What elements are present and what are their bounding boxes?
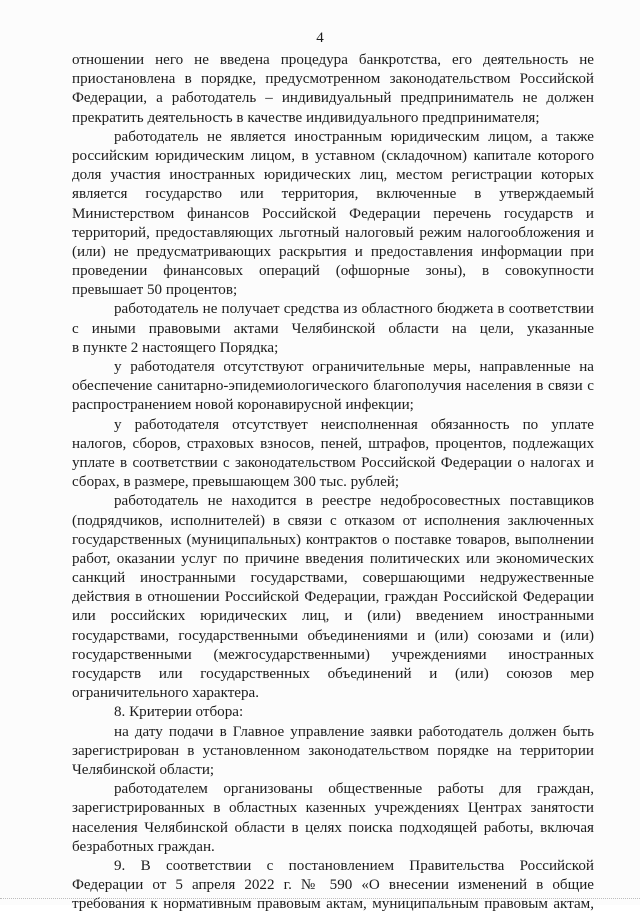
text-line: распространением новой коронавирусной инфекции; bbox=[72, 397, 414, 414]
scan-edge-divider bbox=[0, 898, 640, 900]
text-line: (или) не предусматривающих раскрытия и предоставления информации при bbox=[72, 243, 594, 260]
text-line: зарегистрированных в областных казенных учреждениях Центрах занятости bbox=[72, 800, 594, 817]
text-line: Челябинской области; bbox=[72, 761, 215, 778]
text-line: обеспечение санитарно-эпидемиологического благополучия населения в связи с bbox=[72, 378, 594, 395]
text-line: (подрядчиков, исполнителей) в связи с отказом от исполнения заключенных bbox=[72, 512, 594, 529]
text-line: у работодателя отсутствует неисполненная обязанность по уплате bbox=[114, 416, 594, 433]
text-line: налогов, сборов, страховых взносов, пеней, штрафов, процентов, подлежащих bbox=[72, 435, 594, 452]
text-line: работодателем организованы общественные работы для граждан, bbox=[114, 781, 594, 798]
text-line: Федерации, а работодатель – индивидуальный предприниматель не должен bbox=[72, 90, 594, 107]
text-line: требования к нормативным правовым актам, муниципальным правовым актам, bbox=[72, 896, 594, 913]
text-line: зарегистрирован в установленном законодательством порядке на территории bbox=[72, 742, 594, 759]
section-heading: 8. Критерии отбора: bbox=[114, 704, 244, 721]
text-line: населения Челябинской области в целях поиска подходящей работы, включая bbox=[72, 819, 594, 836]
text-line: государственными (межгосударственными) учреждениями иностранных bbox=[72, 646, 594, 663]
text-line: в пункте 2 настоящего Порядка; bbox=[72, 339, 279, 356]
text-line: Федерации от 5 апреля 2022 г. № 590 «О внесении изменений в общие bbox=[72, 877, 594, 894]
text-line: доля участия иностранных юридических лиц, местом регистрации которых bbox=[72, 167, 594, 184]
text-line: безработных граждан. bbox=[72, 838, 215, 855]
body-text bbox=[72, 51, 594, 914]
text-line: санкций иностранными государствами, совершающими недружественные bbox=[72, 570, 594, 587]
text-line: работодатель не получает средства из областного бюджета в соответствии bbox=[114, 301, 594, 318]
text-line: у работодателя отсутствуют ограничительные меры, направленные на bbox=[114, 359, 594, 375]
text-line: государств или государственных объединений и (или) союзов мер bbox=[72, 666, 594, 682]
text-line: является государство или территория, включенные в утверждаемый bbox=[72, 186, 594, 203]
text-line: Министерством финансов Российской Федерации перечень государств и bbox=[72, 205, 594, 222]
text-line: работодатель не является иностранным юридическим лицом, а также bbox=[114, 128, 594, 145]
text-line: работ, оказании услуг по причине введения политических или экономических bbox=[72, 550, 594, 567]
text-line: проведении финансовых операций (офшорные зоны), в совокупности bbox=[72, 263, 594, 280]
text-line: на дату подачи в Главное управление заявки работодатель должен быть bbox=[114, 723, 594, 740]
text-line: государственных (муниципальных) контрактов о поставке товаров, выполнении bbox=[72, 531, 594, 548]
text-line: действия в отношении Российской Федерации, граждан Российской Федерации bbox=[72, 589, 594, 606]
text-line: работодатель не находится в реестре недобросовестных поставщиков bbox=[114, 493, 594, 510]
text-line: государствами, государственными объединениями и (или) союзами и (или) bbox=[72, 627, 594, 644]
text-line: превышает 50 процентов; bbox=[72, 282, 238, 299]
text-line: с иными правовыми актами Челябинской области на цели, указанные bbox=[72, 320, 594, 337]
text-line: сборах, в размере, превышающем 300 тыс. рублей; bbox=[72, 474, 400, 491]
text-line: российским юридическим лицом, в уставном (складочном) капитале которого bbox=[72, 147, 594, 164]
text-line: отношении него не введена процедура банкротства, его деятельность не bbox=[72, 52, 594, 68]
page-number: 4 bbox=[316, 30, 324, 46]
text-line: 9. В соответствии с постановлением Правительства Российской bbox=[114, 857, 594, 874]
text-line: уплате в соответствии с законодательством Российской Федерации о налогах и bbox=[72, 454, 594, 471]
text-line: территорий, предоставляющих льготный налоговый режим налогообложения и bbox=[72, 224, 594, 241]
text-line: ограничительного характера. bbox=[72, 685, 260, 702]
text-line: или российских юридических лиц, и (или) введением иностранными bbox=[72, 608, 594, 625]
text-line: прекратить деятельность в качестве индивидуального предпринимателя; bbox=[72, 109, 540, 126]
text-line: приостановлена в порядке, предусмотренном законодательством Российской bbox=[72, 71, 594, 88]
